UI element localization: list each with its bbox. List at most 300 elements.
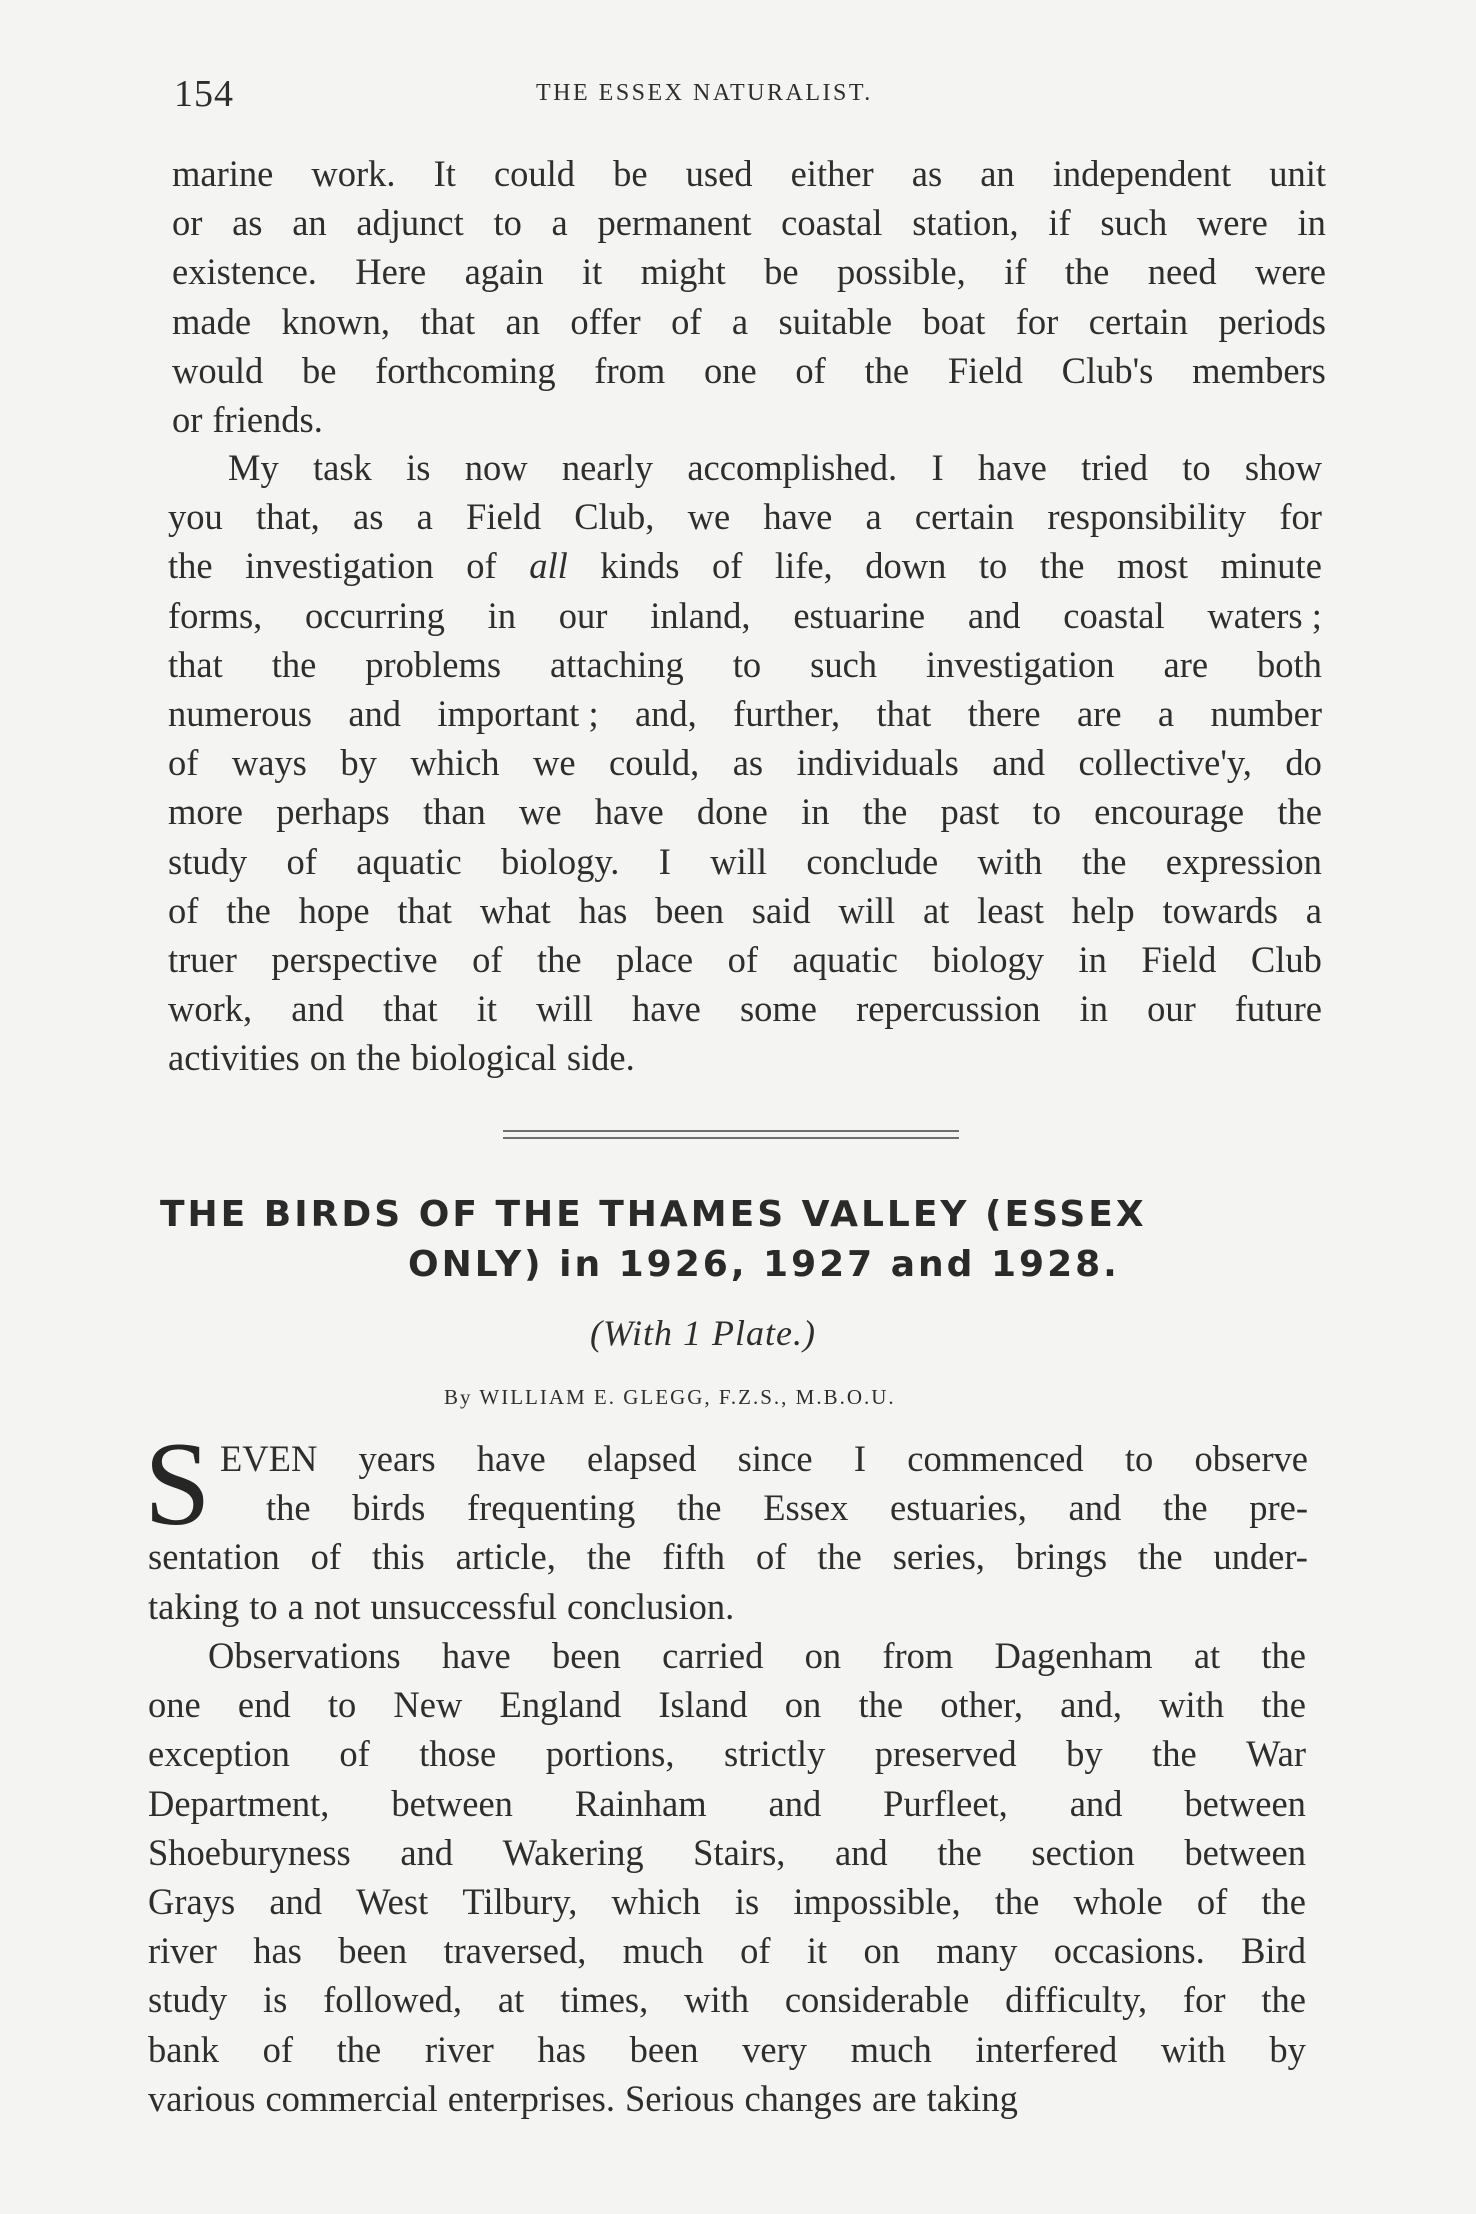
word: coastal — [781, 202, 883, 244]
word: as — [732, 742, 764, 784]
word: in — [1079, 988, 1108, 1030]
word: which — [410, 742, 500, 784]
word: has — [253, 1930, 302, 1972]
word: activities — [168, 1037, 300, 1079]
word: this — [371, 1536, 425, 1578]
word: down — [865, 545, 947, 587]
text-line — [228, 447, 1322, 488]
text-line — [148, 1881, 1306, 1922]
word: it — [476, 988, 498, 1030]
word: we — [533, 742, 576, 784]
word: to — [493, 202, 522, 244]
word: the — [271, 643, 317, 685]
word: with — [684, 1979, 750, 2021]
word: the — [1064, 251, 1110, 293]
page-number: 154 — [174, 73, 234, 115]
word: have — [977, 447, 1047, 488]
word: said — [751, 889, 811, 931]
word: known, — [281, 300, 390, 342]
word: a — [1157, 693, 1175, 734]
word: boat — [922, 300, 986, 342]
word: is — [734, 1881, 760, 1922]
word: work, — [168, 988, 253, 1030]
word: portions, — [545, 1733, 675, 1775]
word: I — [658, 840, 671, 882]
word: preserved — [874, 1733, 1017, 1775]
word: Club's — [1061, 349, 1154, 391]
word: all — [529, 545, 568, 587]
word: collective'y, — [1078, 742, 1252, 784]
word: with — [1160, 2028, 1226, 2070]
text-line — [148, 1585, 735, 1627]
word: permanent — [597, 202, 752, 244]
word: repercussion — [856, 988, 1041, 1030]
word: future — [1234, 988, 1322, 1030]
word: is — [262, 1979, 288, 2021]
word: Department, — [148, 1782, 330, 1824]
word: that — [168, 643, 223, 685]
word: strictly — [723, 1733, 826, 1775]
word: friends. — [212, 399, 323, 440]
word: and — [291, 988, 344, 1030]
word: Stairs, — [693, 1831, 786, 1873]
word: been — [551, 1635, 621, 1676]
word: those — [419, 1733, 497, 1775]
word: taking — [148, 1585, 240, 1627]
word: followed, — [323, 1979, 463, 2021]
word: towards — [1162, 889, 1278, 931]
word: by — [340, 742, 377, 784]
word: Purfleet, — [883, 1782, 1008, 1824]
word: considerable — [784, 1979, 970, 2021]
word: occasions. — [1053, 1930, 1205, 1972]
word: be — [764, 251, 799, 293]
word: of — [310, 1536, 342, 1578]
word: estuarine — [793, 594, 926, 636]
word: to — [1124, 1438, 1154, 1479]
word: encourage — [1094, 791, 1245, 833]
word: of — [740, 1930, 771, 1972]
article-byline: By WILLIAM E. GLEGG, F.Z.S., M.B.O.U. — [444, 1385, 896, 1409]
word: a — [731, 300, 749, 342]
word: of — [755, 1536, 787, 1578]
text-line — [172, 153, 1326, 194]
word: of — [168, 742, 199, 784]
word: expression — [1165, 840, 1322, 882]
word: with — [977, 840, 1043, 882]
word: biological — [410, 1037, 557, 1079]
word: between — [1184, 1782, 1306, 1824]
word: from — [882, 1635, 954, 1676]
word: and — [768, 1782, 822, 1824]
word: will — [536, 988, 593, 1030]
word: do — [1285, 742, 1322, 784]
word: will — [710, 840, 768, 882]
word: the — [676, 1487, 722, 1529]
word: help — [1071, 889, 1135, 931]
word: by — [1066, 1733, 1103, 1775]
word: river — [148, 1930, 217, 1972]
word: article, — [455, 1536, 556, 1578]
word: in — [1297, 202, 1326, 244]
word: aquatic — [356, 840, 462, 882]
word: Rainham — [574, 1782, 707, 1824]
word: our — [1147, 988, 1196, 1030]
word: study — [148, 1979, 228, 2021]
word: place — [616, 939, 694, 980]
word: years — [358, 1438, 436, 1479]
text-line — [208, 1635, 1306, 1676]
word: Field — [466, 496, 542, 538]
word: interfered — [975, 2028, 1118, 2070]
word: bank — [148, 2028, 219, 2070]
word: were — [1196, 202, 1268, 244]
word: the — [1152, 1733, 1197, 1775]
word: hope — [298, 889, 370, 931]
word: the — [336, 2028, 382, 2070]
word: the — [1162, 1487, 1208, 1529]
word: station, — [912, 202, 1019, 244]
word: accomplished. — [687, 447, 898, 488]
word: a — [1305, 889, 1322, 931]
word: ways — [231, 742, 307, 784]
word: now — [464, 447, 528, 488]
word: Here — [355, 251, 427, 293]
word: of — [711, 545, 743, 587]
word: that — [876, 693, 932, 734]
text-line — [148, 1684, 1306, 1726]
word: most — [1116, 545, 1188, 587]
text-line — [148, 1831, 1306, 1873]
text-line — [172, 202, 1326, 244]
word: show — [1244, 447, 1322, 488]
word: certain — [1088, 300, 1189, 342]
word: Field — [947, 349, 1023, 391]
word: it — [806, 1930, 828, 1972]
word: fifth — [662, 1536, 726, 1578]
word: between — [1184, 1831, 1306, 1873]
word: conclusion. — [567, 1585, 735, 1627]
word: we — [687, 496, 731, 538]
word: many — [936, 1930, 1018, 1972]
word: an — [292, 202, 327, 244]
word: in — [801, 791, 830, 833]
text-line — [168, 643, 1322, 685]
word: whole — [1073, 1881, 1163, 1922]
text-line — [172, 300, 1326, 342]
word: an — [980, 153, 1015, 194]
word: on — [784, 1684, 822, 1726]
word: Serious — [624, 2077, 735, 2119]
word: minute — [1220, 545, 1322, 587]
article-title-line-2: ONLY) in 1926, 1927 and 1928. — [408, 1244, 1120, 1285]
word: Field — [1141, 939, 1217, 980]
word: past — [940, 791, 1000, 833]
word: are — [1076, 693, 1122, 734]
word: much — [622, 1930, 704, 1972]
text-line — [168, 545, 1322, 587]
word: the — [168, 545, 213, 587]
word: were — [1255, 251, 1326, 293]
word: pre- — [1249, 1487, 1308, 1529]
word: the — [1261, 1881, 1306, 1922]
word: or — [172, 202, 203, 244]
word: possible, — [836, 251, 966, 293]
word: made — [172, 300, 252, 342]
word: it — [581, 251, 603, 293]
word: at — [1193, 1635, 1221, 1676]
word: been — [629, 2028, 699, 2070]
word: times, — [560, 1979, 649, 2021]
word: aquatic — [792, 939, 898, 980]
word: are — [872, 2077, 917, 2119]
word: and — [400, 1831, 454, 1873]
word: marine — [172, 153, 274, 194]
word: to — [978, 545, 1008, 587]
text-line — [220, 1438, 1308, 1479]
word: study — [168, 840, 248, 882]
word: if — [1048, 202, 1071, 244]
word: an — [505, 300, 540, 342]
word: not — [313, 1585, 361, 1627]
word: conclude — [806, 840, 939, 882]
text-line — [168, 693, 1322, 734]
word: of — [339, 1733, 370, 1775]
word: Wakering — [502, 1831, 644, 1873]
word: either — [790, 153, 874, 194]
word: much — [850, 2028, 932, 2070]
word: carried — [662, 1635, 764, 1676]
word: investigation — [245, 545, 434, 587]
word: biology. — [501, 840, 620, 882]
text-line — [172, 399, 323, 440]
word: estuaries, — [890, 1487, 1027, 1529]
word: numerous — [168, 693, 312, 734]
text-line — [148, 1782, 1306, 1824]
word: waters ; — [1207, 594, 1322, 636]
word: and — [269, 1881, 323, 1922]
word: brings — [1015, 1536, 1108, 1578]
drop-cap: S — [144, 1417, 211, 1550]
word: been — [655, 889, 724, 931]
word: various — [148, 2077, 256, 2119]
text-line — [172, 251, 1326, 293]
word: that, — [255, 496, 320, 538]
word: have — [631, 988, 701, 1030]
word: again — [464, 251, 544, 293]
word: will — [838, 889, 896, 931]
word: attaching — [550, 643, 684, 685]
word: such — [1100, 202, 1168, 244]
word: the — [226, 889, 271, 931]
word: Shoeburyness — [148, 1831, 351, 1873]
word: a — [551, 202, 568, 244]
word: of — [795, 349, 826, 391]
text-line — [148, 1979, 1306, 2021]
word: work. — [311, 153, 396, 194]
word: I — [853, 1438, 867, 1479]
word: in — [1078, 939, 1107, 980]
word: the — [1261, 1979, 1306, 2021]
text-line — [172, 349, 1326, 391]
word: Club — [1250, 939, 1322, 980]
word: kinds — [600, 545, 680, 587]
text-line — [266, 1487, 1308, 1529]
word: as — [911, 153, 943, 194]
word: biology — [932, 939, 1044, 980]
word: could — [493, 153, 576, 194]
word: certain — [914, 496, 1015, 538]
word: to — [327, 1684, 357, 1726]
word: to — [1182, 447, 1211, 488]
word: and — [1069, 1782, 1123, 1824]
word: at — [497, 1979, 525, 2021]
word: and — [992, 742, 1045, 784]
word: series, — [892, 1536, 985, 1578]
word: tried — [1081, 447, 1148, 488]
word: some — [739, 988, 817, 1030]
text-line — [148, 2028, 1306, 2070]
word: on — [863, 1930, 900, 1972]
text-line — [168, 889, 1322, 931]
word: exception — [148, 1733, 290, 1775]
word: if — [1004, 251, 1027, 293]
word: to — [1032, 791, 1061, 833]
word: from — [594, 349, 666, 391]
word: It — [433, 153, 456, 194]
word: has — [537, 2028, 587, 2070]
text-line — [168, 791, 1322, 833]
word: the — [1261, 1684, 1306, 1726]
word: perspective — [271, 939, 438, 980]
word: of — [466, 545, 497, 587]
word: river — [424, 2028, 494, 2070]
word: taking — [926, 2077, 1018, 2119]
word: there — [967, 693, 1041, 734]
word: as — [232, 202, 263, 244]
word: inland, — [650, 594, 751, 636]
word: occurring — [305, 594, 445, 636]
word: offer — [570, 300, 641, 342]
word: the — [1081, 840, 1127, 882]
word: the — [586, 1536, 632, 1578]
word: of — [262, 2028, 293, 2070]
text-line — [168, 988, 1322, 1030]
word: enterprises. — [447, 2077, 615, 2119]
word: the — [1261, 1635, 1306, 1676]
word: be — [301, 349, 337, 391]
word: we — [519, 791, 562, 833]
word: elapsed — [586, 1438, 697, 1479]
word: that — [420, 300, 476, 342]
word: used — [685, 153, 753, 194]
word: birds — [352, 1487, 426, 1529]
word: Bird — [1241, 1930, 1306, 1972]
word: England — [499, 1684, 622, 1726]
word: such — [810, 643, 878, 685]
word: Club, — [574, 496, 655, 538]
word: side. — [566, 1037, 635, 1079]
word: other, — [940, 1684, 1023, 1726]
running-head: THE ESSEX NATURALIST. — [536, 80, 873, 106]
word: War — [1246, 1733, 1306, 1775]
word: very — [742, 2028, 808, 2070]
word: between — [391, 1782, 513, 1824]
word: and, — [1060, 1684, 1122, 1726]
word: the — [862, 791, 908, 833]
word: of — [1196, 1881, 1228, 1922]
word: that — [397, 889, 453, 931]
word: investigation — [925, 643, 1115, 685]
text-line — [168, 840, 1322, 882]
word: of — [671, 300, 702, 342]
word: as — [353, 496, 384, 538]
word: number — [1210, 693, 1322, 734]
word: changes — [744, 2077, 863, 2119]
word: a — [416, 496, 433, 538]
word: traversed, — [443, 1930, 587, 1972]
word: the — [817, 1536, 862, 1578]
word: frequenting — [466, 1487, 636, 1529]
word: adjunct — [356, 202, 464, 244]
text-line — [148, 2077, 1018, 2119]
word: the — [356, 1037, 401, 1079]
word: on — [309, 1037, 347, 1079]
word: the — [266, 1487, 311, 1529]
word: members — [1192, 349, 1326, 391]
word: unit — [1269, 153, 1326, 194]
word: at — [922, 889, 950, 931]
word: least — [977, 889, 1044, 931]
word: on — [804, 1635, 842, 1676]
word: life, — [774, 545, 833, 587]
word: the — [1277, 791, 1322, 833]
word: is — [406, 447, 431, 488]
word: sentation — [148, 1536, 280, 1578]
word: a — [865, 496, 882, 538]
word: problems — [365, 643, 502, 685]
word: I — [931, 447, 944, 488]
word: and — [348, 693, 402, 734]
word: the — [858, 1684, 904, 1726]
word: My — [228, 447, 279, 488]
word: coastal — [1063, 594, 1165, 636]
text-line — [168, 594, 1322, 636]
word: has — [578, 889, 628, 931]
word: of — [286, 840, 317, 882]
article-title-line-1: THE BIRDS OF THE THAMES VALLEY (ESSEX — [160, 1194, 1147, 1235]
word: West — [356, 1881, 429, 1922]
word: impossible, — [793, 1881, 961, 1922]
word: of — [168, 889, 199, 931]
word: and — [1068, 1487, 1122, 1529]
word: which — [611, 1881, 701, 1922]
word: would — [172, 349, 264, 391]
word: the — [937, 1831, 982, 1873]
word: our — [558, 594, 608, 636]
word: important ; — [437, 693, 599, 734]
word: the — [994, 1881, 1040, 1922]
word: Essex — [763, 1487, 849, 1529]
word: by — [1269, 2028, 1306, 2070]
word: of — [727, 939, 759, 980]
word: the — [537, 939, 582, 980]
word: perhaps — [276, 791, 390, 833]
plate-note: (With 1 Plate.) — [590, 1313, 816, 1353]
word: for — [1279, 496, 1322, 538]
word: need — [1147, 251, 1217, 293]
word: to — [732, 643, 762, 685]
